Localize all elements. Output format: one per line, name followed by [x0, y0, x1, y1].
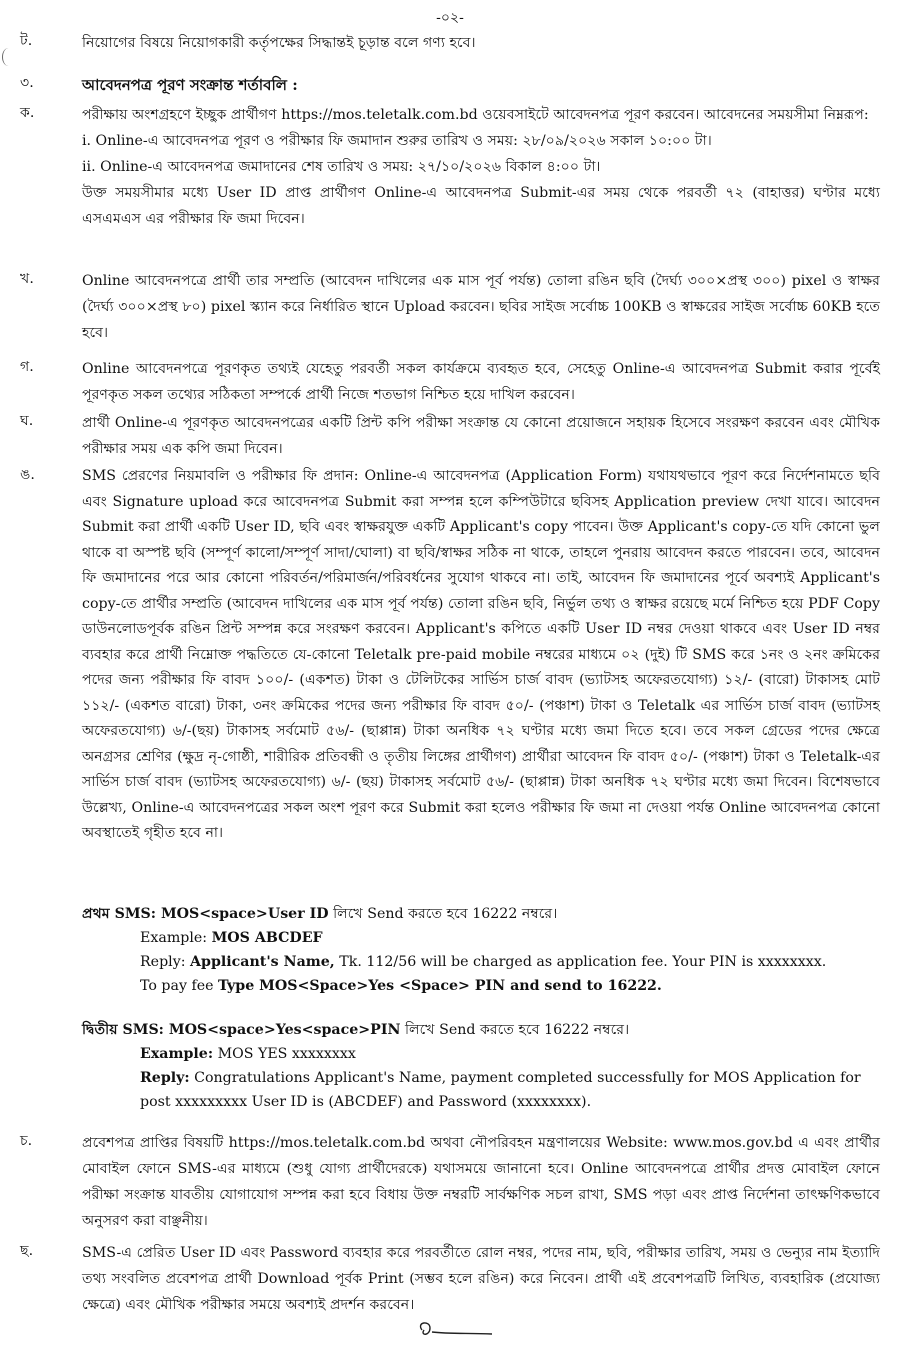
clause-text: প্রবেশপত্র প্রাপ্তির বিষয়টি https://mos.teletalk.com.bd অথবা নৌপরিবহন মন্ত্রণালয়ের Website: www.mos.gov.bd এ এবং প্রার্থীর মোবাইল ফোনে SMS-এর মাধ্যমে (শুধু যোগ্য প্রার্থীদেরকে) যথাসময়ে জানানো হবে। Online আবেদনপত্রে প্রার্থীর প্রদত্ত মোবাইল ফোনে পরীক্ষা সংক্রান্ত যাবতীয় যোগাযোগ সম্পন্ন করা হবে বিধায় উক্ত নম্বরটি সার্বক্ষণিক সচল রাখা, SMS পড়া এবং প্রাপ্ত নির্দেশনা তাৎক্ষণিকভাবে অনুসরণ করা বাঞ্ছনীয়। [82, 1135, 880, 1229]
reply-text: Tk. 112/56 will be charged as application fee. Your PIN is xxxxxxxx. [334, 954, 827, 970]
clause-label: ঙ. [20, 467, 35, 483]
clause-text: প্রার্থী Online-এ পূরণকৃত আবেদনপত্রের একটি প্রিন্ট কপি পরীক্ষা সংক্রান্ত যে কোনো প্রয়োজনে সহায়ক হিসেবে সংরক্ষণ করবেন এবং মৌখিক পরীক্ষার সময় এক কপি জমা দিবেন। [82, 415, 880, 457]
section-title: আবেদনপত্র পূরণ সংক্রান্ত শর্তাবলি : [82, 76, 298, 94]
clause-text: পরীক্ষায় অংশগ্রহণে ইচ্ছুক প্রার্থীগণ https://mos.teletalk.com.bd ওয়েবসাইটে আবেদনপত্র পূরণ করবেন। আবেদনের সময়সীমা নিম্নরূপ: [82, 107, 869, 123]
sms-instruction: লিখে Send করতে হবে 16222 নম্বরে। [400, 1022, 630, 1038]
pay-prefix: To pay fee [140, 978, 219, 994]
example-label: Example: [140, 930, 208, 946]
sms-format: প্রথম SMS: MOS<space>User ID [82, 906, 329, 922]
clause-label: খ. [20, 271, 34, 287]
reply-name: Applicant's Name, [190, 954, 335, 970]
first-sms-block [82, 902, 880, 998]
clause-label: ছ. [20, 1243, 34, 1259]
reply-label: Reply: [140, 954, 186, 970]
reply-label: Reply: [140, 1070, 190, 1086]
clause-text: উক্ত সময়সীমার মধ্যে User ID প্রাপ্ত প্রার্থীগণ Online-এ আবেদনপত্র Submit-এর সময় থেকে পরবর্তী ৭২ (বাহাত্তর) ঘণ্টার মধ্যে এসএমএস এর পরীক্ষার ফি জমা দিবেন। [82, 185, 880, 227]
scan-mark [2, 48, 15, 66]
sms-instruction: লিখে Send করতে হবে 16222 নম্বরে। [328, 906, 558, 922]
pay-instruction: Type MOS<Space>Yes <Space> PIN and send to 16222. [218, 978, 662, 994]
clause-label: ক. [20, 105, 35, 121]
example-value: MOS YES xxxxxxxx [213, 1046, 356, 1062]
clause-label: চ. [20, 1133, 33, 1149]
example-value: MOS ABCDEF [211, 930, 323, 946]
clause-text: Online আবেদনপত্রে পূরণকৃত তথ্যই যেহেতু পরবর্তী সকল কার্যক্রমে ব্যবহৃত হবে, সেহেতু Online-এ আবেদনপত্র Submit করার পূর্বেই পূরণকৃত সকল তথ্যের সঠিকতা সম্পর্কে প্রার্থী নিজে শতভাগ নিশ্চিত হয়ে দাখিল করবেন। [82, 361, 880, 403]
clause-text: SMS-এ প্রেরিত User ID এবং Password ব্যবহার করে পরবর্তীতে রোল নম্বর, পদের নাম, ছবি, পরীক্ষার তারিখ, সময় ও ভেন্যুর নাম ইত্যাদি তথ্য সংবলিত প্রবেশপত্র প্রার্থী Download পূর্বক Print (সম্ভব হলে রঙিন) করে নিবেন। প্রার্থী এই প্রবেশপত্রটি লিখিত, ব্যবহারিক (প্রযোজ্য ক্ষেত্রে) এবং মৌখিক পরীক্ষার সময়ে অবশ্যই প্রদর্শন করবেন। [82, 1245, 880, 1313]
start-date-line: i. Online-এ আবেদনপত্র পূরণ ও পরীক্ষার ফি জমাদান শুরুর তারিখ ও সময়: ২৮/০৯/২০২৬ সকাল ১০:০০ টা। [82, 133, 712, 149]
clause-text: SMS প্রেরণের নিয়মাবলি ও পরীক্ষার ফি প্রদান: Online-এ আবেদনপত্র (Application Form) যথাযথভাবে পূরণ করে নির্দেশনামতে ছবি এবং Signature upload করে আবেদনপত্র Submit করা সম্পন্ন হলে কম্পিউটারে ছবিসহ Application preview দেখা যাবে। আবেদন Submit করা প্রার্থী একটি User ID, ছবি এবং স্বাক্ষরযুক্ত একটি Applicant's copy পাবেন। উক্ত Applicant's copy-তে যদি কোনো ভুল থাকে বা অস্পষ্ট ছবি (সম্পূর্ণ কালো/সম্পূর্ণ সাদা/ঘোলা) বা ছবি/স্বাক্ষর সঠিক না থাকে, তাহলে পুনরায় আবেদন করতে পারবেন। তবে, আবেদন ফি জমাদানের পরে আর কোনো পরিবর্তন/পরিমার্জন/পরিবর্ধনের সুযোগ থাকবে না। তাই, আবেদন ফি জমাদানের পূর্বে অবশ্যই Applicant's copy-তে প্রার্থীর সম্প্রতি (আবেদন দাখিলের এক মাস পূর্ব পর্যন্ত) তোলা রঙিন ছবি, নির্ভুল তথ্য ও স্বাক্ষর রয়েছে মর্মে নিশ্চিত হয়ে PDF Copy ডাউনলোডপূর্বক রঙিন প্রিন্ট সম্পন্ন করে সংরক্ষণ করবেন। Applicant's কপিতে একটি User ID নম্বর দেওয়া থাকবে এবং User ID নম্বর ব্যবহার করে প্রার্থী নিম্নোক্ত পদ্ধতিতে যে-কোনো Teletalk pre-paid mobile নম্বরের মাধ্যমে ০২ (দুই) টি SMS করে ১নং ও ২নং ক্রমিকের পদের জন্য পরীক্ষার ফি বাবদ ১০০/- (একশত) টাকা ও টেলিটকের সার্ভিস চার্জ বাবদ (ভ্যাটসহ অফেরতযোগ্য) ১২/- (বারো) টাকাসহ মোট ১১২/- (একশত বারো) টাকা, ৩নং ক্রমিকের পদের জন্য পরীক্ষার ফি বাবদ ৫০/- (পঞ্চাশ) টাকা ও Teletalk এর সার্ভিস চার্জ বাবদ (ভ্যাটসহ অফেরতযোগ্য) ৬/-(ছয়) টাকাসহ সর্বমোট ৫৬/- (ছাপ্পান্ন) টাকা অনধিক ৭২ ঘণ্টার মধ্যে জমা দিতে হবে। তবে সকল গ্রেডের পদের ক্ষেত্রে অনগ্রসর শ্রেণির (ক্ষুদ্র নৃ-গোষ্ঠী, শারীরিক প্রতিবন্ধী ও তৃতীয় লিঙ্গের প্রার্থীগণ) প্রার্থীরা আবেদন ফি বাবদ ৫০/- (পঞ্চাশ) টাকা ও Teletalk-এর সার্ভিস চার্জ বাবদ (ভ্যাটসহ অফেরতযোগ্য) ৬/- (ছয়) টাকাসহ সর্বমোট ৫৬/- (ছাপ্পান্ন) টাকা অনধিক ৭২ ঘণ্টার মধ্যে জমা দিবেন। বিশেষভাবে উল্লেখ্য, Online-এ আবেদনপত্রের সকল অংশ পূরণ করে Submit করা হলেও পরীক্ষার ফি জমা না দেওয়া পর্যন্ত Online আবেদনপত্র কোনো অবস্থাতেই গৃহীত হবে না। [82, 468, 880, 841]
signature-mark [408, 1318, 498, 1342]
reply-text: Congratulations Applicant's Name, payment completed successfully for MOS Application for post xxxxxxxxx User ID is (ABCDEF) and Password (xxxxxxxx). [140, 1070, 861, 1110]
clause-label: গ. [20, 359, 34, 375]
end-date-line: ii. Online-এ আবেদনপত্র জমাদানের শেষ তারিখ ও সময়: ২৭/১০/২০২৬ বিকাল ৪:০০ টা। [82, 159, 601, 175]
sms-format: দ্বিতীয় SMS: MOS<space>Yes<space>PIN [82, 1022, 401, 1038]
page-number: -০২- [436, 10, 464, 26]
clause-text: Online আবেদনপত্রে প্রার্থী তার সম্প্রতি (আবেদন দাখিলের এক মাস পূর্ব পর্যন্ত) তোলা রঙিন ছবি (দৈর্ঘ্য ৩০০×প্রস্থ ৩০০) pixel ও স্বাক্ষর (দৈর্ঘ্য ৩০০×প্রস্থ ৮০) pixel স্ক্যান করে নির্ধারিত স্থানে Upload করবেন। ছবির সাইজ সর্বোচ্চ 100KB ও স্বাক্ষরের সাইজ সর্বোচ্চ 60KB হতে হবে। [82, 273, 880, 341]
clause-text: নিয়োগের বিষয়ে নিয়োগকারী কর্তৃপক্ষের সিদ্ধান্তই চূড়ান্ত বলে গণ্য হবে। [82, 35, 476, 51]
clause-label: ঘ. [20, 413, 34, 429]
section-number: ৩. [20, 75, 34, 91]
example-label: Example: [140, 1046, 214, 1062]
clause-label: ট. [20, 33, 33, 49]
second-sms-block [82, 1018, 880, 1114]
